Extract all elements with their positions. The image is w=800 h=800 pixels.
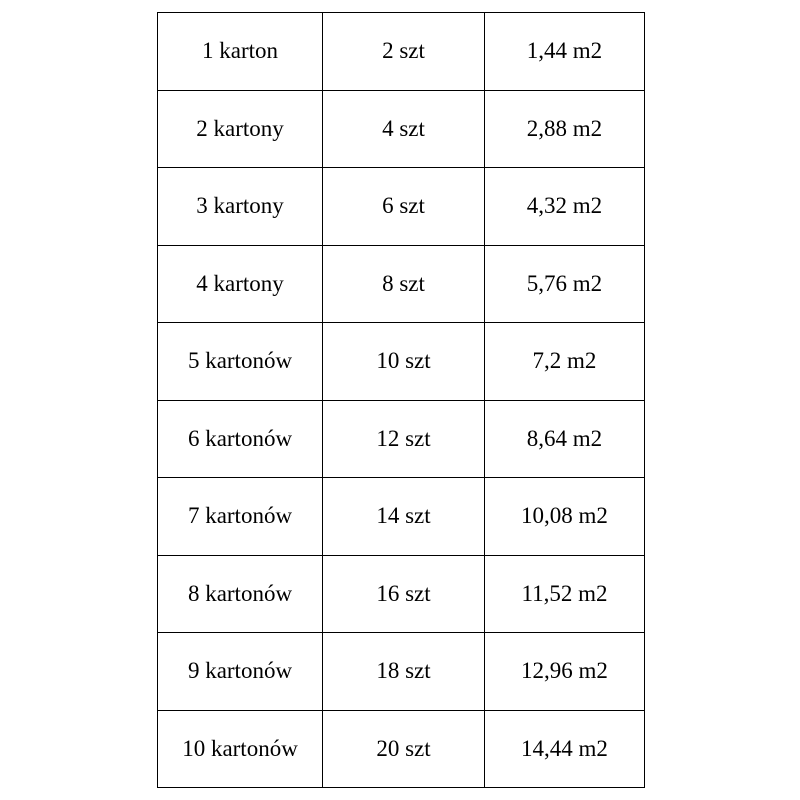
table-row [158, 168, 645, 246]
cell-pieces: 2 szt [323, 13, 485, 91]
cell-pieces: 4 szt [323, 90, 485, 168]
cell-cartons: 5 kartonów [158, 323, 323, 401]
cell-area: 4,32 m2 [485, 168, 645, 246]
cell-cartons: 1 karton [158, 13, 323, 91]
cell-pieces: 18 szt [323, 633, 485, 711]
table-row [158, 323, 645, 401]
table-row [158, 400, 645, 478]
table-body [158, 13, 645, 788]
cell-cartons: 10 kartonów [158, 710, 323, 788]
cell-area: 12,96 m2 [485, 633, 645, 711]
cell-area: 5,76 m2 [485, 245, 645, 323]
cell-area: 11,52 m2 [485, 555, 645, 633]
cell-cartons: 9 kartonów [158, 633, 323, 711]
cell-pieces: 8 szt [323, 245, 485, 323]
cell-pieces: 6 szt [323, 168, 485, 246]
table-row [158, 90, 645, 168]
table-row [158, 13, 645, 91]
cell-pieces: 14 szt [323, 478, 485, 556]
table-row [158, 710, 645, 788]
cell-area: 2,88 m2 [485, 90, 645, 168]
cell-cartons: 7 kartonów [158, 478, 323, 556]
cell-area: 10,08 m2 [485, 478, 645, 556]
cell-pieces: 12 szt [323, 400, 485, 478]
cell-cartons: 4 kartony [158, 245, 323, 323]
cell-cartons: 6 kartonów [158, 400, 323, 478]
cell-area: 7,2 m2 [485, 323, 645, 401]
cell-pieces: 16 szt [323, 555, 485, 633]
cell-area: 14,44 m2 [485, 710, 645, 788]
table-row [158, 478, 645, 556]
cell-area: 8,64 m2 [485, 400, 645, 478]
carton-conversion-table [157, 12, 645, 788]
conversion-table-container [157, 12, 644, 787]
cell-cartons: 8 kartonów [158, 555, 323, 633]
table-row [158, 555, 645, 633]
table-row [158, 633, 645, 711]
cell-area: 1,44 m2 [485, 13, 645, 91]
cell-cartons: 2 kartony [158, 90, 323, 168]
cell-cartons: 3 kartony [158, 168, 323, 246]
cell-pieces: 20 szt [323, 710, 485, 788]
cell-pieces: 10 szt [323, 323, 485, 401]
table-row [158, 245, 645, 323]
